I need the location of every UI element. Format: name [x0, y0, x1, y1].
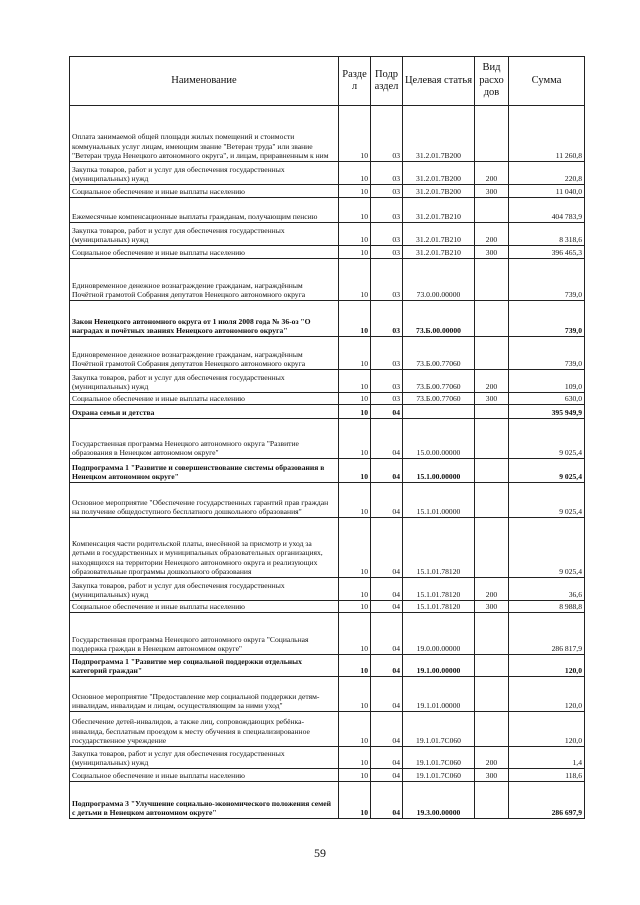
cell-p: 03: [371, 259, 403, 301]
cell-st: 15.1.01.78120: [403, 578, 475, 601]
cell-sum: 395 949,9: [509, 405, 585, 419]
cell-name: Закупка товаров, работ и услуг для обеспечения государственных (муниципальных) нужд: [70, 223, 339, 246]
cell-v: [475, 655, 509, 677]
cell-st: 31.2.01.7В210: [403, 246, 475, 259]
cell-st: 15.1.01.78120: [403, 518, 475, 578]
cell-st: 31.2.01.7В200: [403, 185, 475, 198]
table-row: [70, 419, 585, 459]
cell-sum: 9 025,4: [509, 483, 585, 518]
cell-v: [475, 459, 509, 483]
cell-sum: 120,0: [509, 655, 585, 677]
cell-v: [475, 405, 509, 419]
cell-v: [475, 301, 509, 337]
cell-v: [475, 613, 509, 655]
cell-p: 04: [371, 578, 403, 601]
table-row: [70, 459, 585, 483]
cell-name: Государственная программа Ненецкого автономного округа "Развитие образования в Ненецком автономном округе": [70, 419, 339, 459]
cell-sum: 739,0: [509, 301, 585, 337]
cell-sum: 9 025,4: [509, 459, 585, 483]
cell-st: 73.0.00.00000: [403, 259, 475, 301]
cell-v: [475, 712, 509, 747]
cell-sum: 36,6: [509, 578, 585, 601]
table-row: [70, 747, 585, 769]
cell-r: 10: [339, 782, 371, 819]
cell-name: Закупка товаров, работ и услуг для обеспечения государственных (муниципальных) нужд: [70, 162, 339, 185]
cell-v: 200: [475, 370, 509, 393]
cell-r: 10: [339, 655, 371, 677]
table-row: [70, 601, 585, 613]
cell-r: 10: [339, 106, 371, 162]
cell-name: Основное мероприятие "Обеспечение государственных гарантий прав граждан на получение общедоступного бесплатного дошкольного образования": [70, 483, 339, 518]
cell-sum: 11 040,0: [509, 185, 585, 198]
cell-r: 10: [339, 393, 371, 405]
cell-st: 19.1.01.7С060: [403, 712, 475, 747]
table-row: [70, 712, 585, 747]
header-name: Наименование: [70, 57, 339, 106]
table-row: [70, 655, 585, 677]
cell-st: 73.Б.00.77060: [403, 393, 475, 405]
cell-p: 04: [371, 655, 403, 677]
cell-r: 10: [339, 613, 371, 655]
cell-st: 19.0.00.00000: [403, 613, 475, 655]
cell-st: 31.2.01.7В210: [403, 223, 475, 246]
table-row: [70, 405, 585, 419]
cell-v: [475, 106, 509, 162]
cell-v: [475, 782, 509, 819]
cell-st: 31.2.01.7В210: [403, 198, 475, 223]
cell-p: 04: [371, 459, 403, 483]
table-row: [70, 246, 585, 259]
cell-sum: 8 318,6: [509, 223, 585, 246]
cell-v: 200: [475, 162, 509, 185]
cell-name: Подпрограмма 1 "Развитие мер социальной поддержки отдельных категорий граждан": [70, 655, 339, 677]
cell-r: 10: [339, 185, 371, 198]
cell-p: 03: [371, 370, 403, 393]
table-row: [70, 198, 585, 223]
table-row: [70, 782, 585, 819]
cell-r: 10: [339, 747, 371, 769]
cell-name: Охрана семьи и детства: [70, 405, 339, 419]
cell-sum: 404 783,9: [509, 198, 585, 223]
cell-st: 31.2.01.7В200: [403, 162, 475, 185]
cell-p: 03: [371, 393, 403, 405]
table-row: [70, 769, 585, 782]
cell-name: Основное мероприятие "Предоставление мер социальной поддержки детям-инвалидам, инвалидам и лицам, осуществляющим за ними уход": [70, 677, 339, 712]
cell-r: 10: [339, 419, 371, 459]
cell-name: Подпрограмма 1 "Развитие и совершенствование системы образования в Ненецком автономном округе": [70, 459, 339, 483]
cell-sum: 120,0: [509, 677, 585, 712]
cell-sum: 11 260,8: [509, 106, 585, 162]
cell-st: 19.3.00.00000: [403, 782, 475, 819]
cell-sum: 396 465,3: [509, 246, 585, 259]
cell-r: 10: [339, 518, 371, 578]
cell-r: 10: [339, 162, 371, 185]
cell-st: 15.1.00.00000: [403, 459, 475, 483]
cell-name: Социальное обеспечение и иные выплаты населению: [70, 393, 339, 405]
cell-r: 10: [339, 769, 371, 782]
table-header: [70, 57, 585, 106]
table-row: [70, 613, 585, 655]
cell-name: Единовременное денежное вознаграждение гражданам, награждённым Почётной грамотой Собрания депутатов Ненецкого автономного округа: [70, 337, 339, 370]
cell-r: 10: [339, 337, 371, 370]
cell-p: 04: [371, 747, 403, 769]
table-row: [70, 578, 585, 601]
cell-r: 10: [339, 712, 371, 747]
cell-v: 300: [475, 393, 509, 405]
cell-p: 04: [371, 518, 403, 578]
table-row: [70, 370, 585, 393]
cell-name: Социальное обеспечение и иные выплаты населению: [70, 601, 339, 613]
table-row: [70, 677, 585, 712]
cell-name: Закон Ненецкого автономного округа от 1 июля 2008 года № 36-оз "О наградах и почётных званиях Ненецкого автономного округа": [70, 301, 339, 337]
header-statya: Целевая статья: [403, 57, 475, 106]
cell-r: 10: [339, 601, 371, 613]
cell-st: 19.1.01.7С060: [403, 769, 475, 782]
header-vid: Вид расхо дов: [475, 57, 509, 106]
table-row: [70, 185, 585, 198]
cell-r: 10: [339, 578, 371, 601]
cell-name: Оплата занимаемой общей площади жилых помещений и стоимости коммунальных услуг лицам, имеющим звание "Ветеран труда" или звание "Ветеран труда Ненецкого автономного округа", и лицам, приравненным к ним: [70, 106, 339, 162]
cell-st: 15.0.00.00000: [403, 419, 475, 459]
cell-name: Социальное обеспечение и иные выплаты населению: [70, 769, 339, 782]
cell-st: 15.1.01.78120: [403, 601, 475, 613]
cell-p: 04: [371, 769, 403, 782]
table-row: [70, 301, 585, 337]
cell-r: 10: [339, 246, 371, 259]
cell-st: 31.2.01.7В200: [403, 106, 475, 162]
cell-v: 200: [475, 223, 509, 246]
cell-p: 04: [371, 483, 403, 518]
cell-sum: 739,0: [509, 337, 585, 370]
cell-p: 03: [371, 301, 403, 337]
cell-p: 04: [371, 677, 403, 712]
cell-r: 10: [339, 198, 371, 223]
cell-sum: 286 817,9: [509, 613, 585, 655]
cell-sum: 8 988,8: [509, 601, 585, 613]
table-row: [70, 518, 585, 578]
header-podrazdel: Подр аздел: [371, 57, 403, 106]
cell-sum: 9 025,4: [509, 518, 585, 578]
header-razdel: Разде л: [339, 57, 371, 106]
cell-v: [475, 419, 509, 459]
cell-st: 19.1.00.00000: [403, 655, 475, 677]
cell-v: [475, 198, 509, 223]
page-number: 59: [314, 846, 326, 860]
cell-r: 10: [339, 370, 371, 393]
cell-p: 03: [371, 185, 403, 198]
cell-sum: 286 697,9: [509, 782, 585, 819]
cell-r: 10: [339, 459, 371, 483]
cell-name: Закупка товаров, работ и услуг для обеспечения государственных (муниципальных) нужд: [70, 370, 339, 393]
cell-v: [475, 677, 509, 712]
cell-sum: 630,0: [509, 393, 585, 405]
budget-table: [69, 56, 585, 819]
cell-v: [475, 259, 509, 301]
table-row: [70, 162, 585, 185]
cell-st: [403, 405, 475, 419]
cell-p: 03: [371, 223, 403, 246]
cell-p: 04: [371, 782, 403, 819]
cell-name: Закупка товаров, работ и услуг для обеспечения государственных (муниципальных) нужд: [70, 747, 339, 769]
cell-v: 200: [475, 747, 509, 769]
cell-sum: 1,4: [509, 747, 585, 769]
table-row: [70, 259, 585, 301]
cell-p: 03: [371, 162, 403, 185]
cell-p: 04: [371, 419, 403, 459]
cell-name: Социальное обеспечение и иные выплаты населению: [70, 246, 339, 259]
cell-sum: 220,8: [509, 162, 585, 185]
cell-p: 04: [371, 405, 403, 419]
cell-r: 10: [339, 405, 371, 419]
cell-name: Подпрограмма 3 "Улучшение социально-экономического положения семей с детьми в Ненецком автономном округе": [70, 782, 339, 819]
table-body: [70, 106, 585, 819]
table-row: [70, 223, 585, 246]
cell-name: Государственная программа Ненецкого автономного округа "Социальная поддержка граждан в Ненецком автономном округе": [70, 613, 339, 655]
table-row: [70, 106, 585, 162]
cell-p: 03: [371, 337, 403, 370]
cell-v: 300: [475, 185, 509, 198]
cell-p: 03: [371, 106, 403, 162]
cell-r: 10: [339, 677, 371, 712]
cell-sum: 118,6: [509, 769, 585, 782]
cell-name: Единовременное денежное вознаграждение гражданам, награждённым Почётной грамотой Собрания депутатов Ненецкого автономного округа: [70, 259, 339, 301]
cell-st: 19.1.01.00000: [403, 677, 475, 712]
cell-p: 04: [371, 712, 403, 747]
cell-name: Социальное обеспечение и иные выплаты населению: [70, 185, 339, 198]
cell-name: Ежемесячные компенсационные выплаты гражданам, получающим пенсию: [70, 198, 339, 223]
cell-name: Обеспечение детей-инвалидов, а также лиц, сопровождающих ребёнка-инвалида, бесплатным проездом к месту обучения в специализированное государственное учреждение: [70, 712, 339, 747]
cell-sum: 739,0: [509, 259, 585, 301]
cell-sum: 120,0: [509, 712, 585, 747]
cell-st: 73.Б.00.77060: [403, 370, 475, 393]
cell-v: 200: [475, 578, 509, 601]
cell-p: 03: [371, 198, 403, 223]
cell-v: [475, 337, 509, 370]
cell-name: Компенсация части родительской платы, внесённой за присмотр и уход за детьми в государственных и муниципальных образовательных организациях, находящихся на территории Ненецкого автономного округа и реализующих образовательные программы дошкольного образования: [70, 518, 339, 578]
cell-r: 10: [339, 259, 371, 301]
table-row: [70, 483, 585, 518]
cell-r: 10: [339, 301, 371, 337]
cell-v: [475, 483, 509, 518]
cell-st: 73.Б.00.00000: [403, 301, 475, 337]
cell-sum: 109,0: [509, 370, 585, 393]
header-summa: Сумма: [509, 57, 585, 106]
cell-sum: 9 025,4: [509, 419, 585, 459]
cell-v: [475, 518, 509, 578]
cell-v: 300: [475, 246, 509, 259]
cell-p: 04: [371, 601, 403, 613]
table-row: [70, 393, 585, 405]
cell-p: 03: [371, 246, 403, 259]
cell-r: 10: [339, 223, 371, 246]
cell-v: 300: [475, 769, 509, 782]
cell-st: 73.Б.00.77060: [403, 337, 475, 370]
cell-st: 19.1.01.7С060: [403, 747, 475, 769]
cell-name: Закупка товаров, работ и услуг для обеспечения государственных (муниципальных) нужд: [70, 578, 339, 601]
cell-r: 10: [339, 483, 371, 518]
cell-v: 300: [475, 601, 509, 613]
cell-p: 04: [371, 613, 403, 655]
table-row: [70, 337, 585, 370]
cell-st: 15.1.01.00000: [403, 483, 475, 518]
